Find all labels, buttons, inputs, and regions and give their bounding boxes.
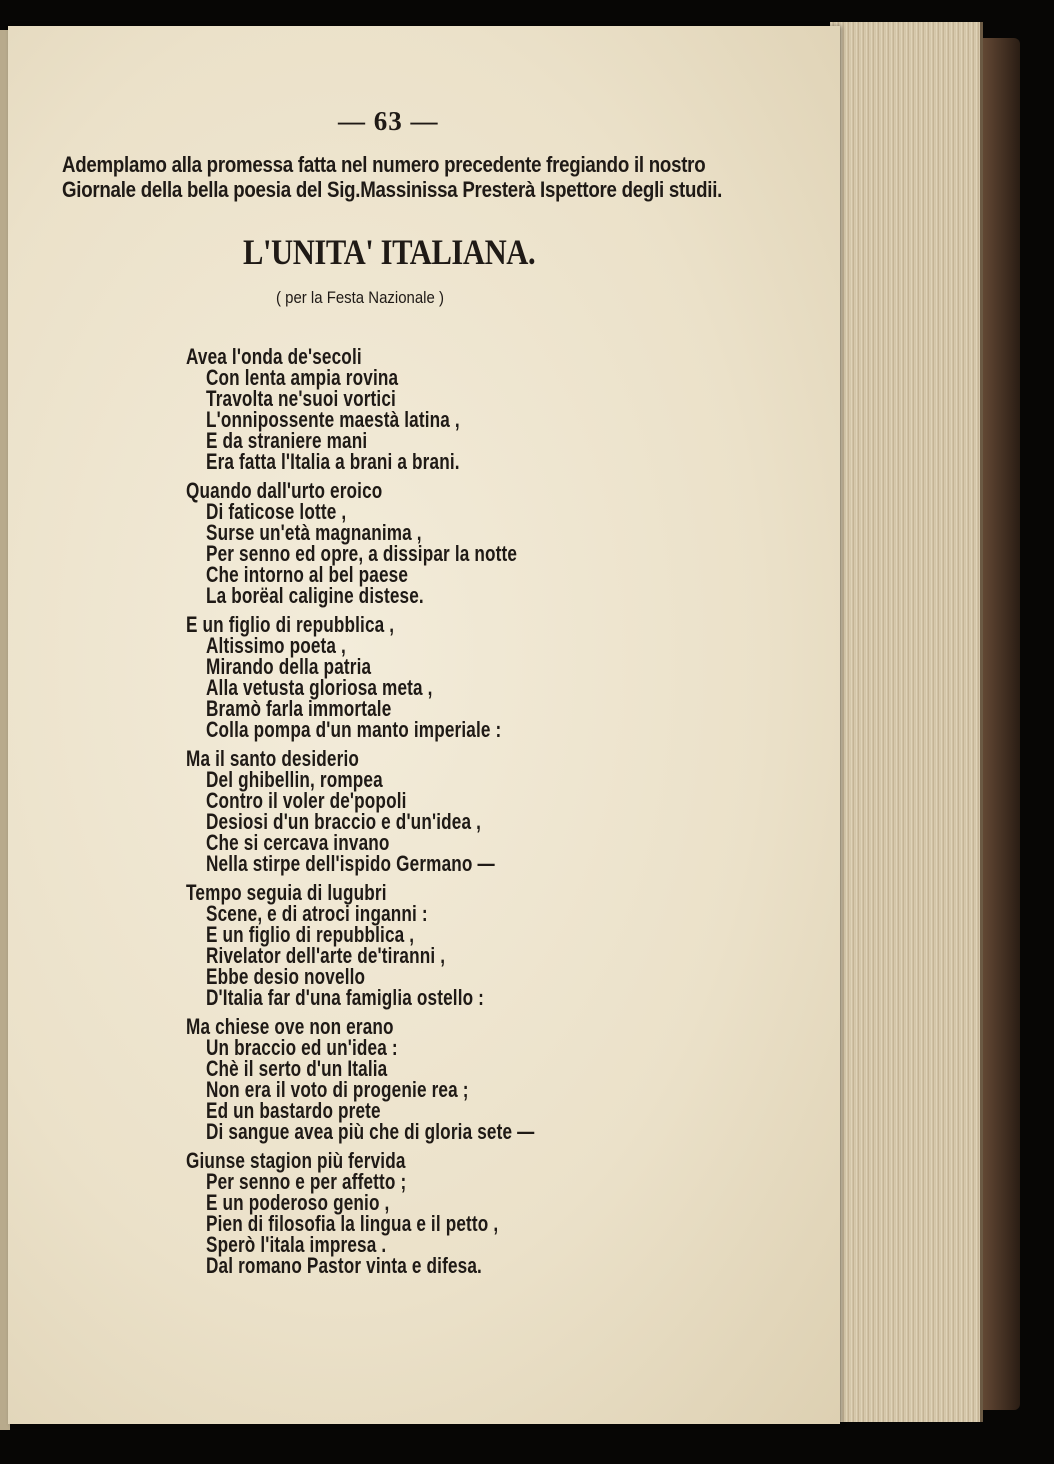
verse-line: Non era il voto di progenie rea ; xyxy=(206,1077,469,1102)
verse-line: Alla vetusta gloriosa meta , xyxy=(206,675,433,700)
verse-line: Era fatta l'Italia a brani a brani. xyxy=(206,449,460,474)
verse-line: Di sangue avea più che di gloria sete — xyxy=(206,1119,535,1144)
verse-line: Scene, e di atroci inganni : xyxy=(206,901,428,926)
verse-line: Contro il voler de'popoli xyxy=(206,788,407,813)
verse-line: Che intorno al bel paese xyxy=(206,562,409,587)
page-number: — 63 — xyxy=(338,106,439,136)
verse-line: Ma il santo desiderio xyxy=(186,746,360,771)
verse-line: Giunse stagion più fervida xyxy=(186,1148,406,1173)
verse-line: Un braccio ed un'idea : xyxy=(206,1035,398,1060)
verse-line: Avea l'onda de'secoli xyxy=(186,344,362,369)
verse-line: Con lenta ampia rovina xyxy=(206,365,399,390)
verse-line: L'onnipossente maestà latina , xyxy=(206,407,460,432)
verse-line: E un poderoso genio , xyxy=(206,1190,390,1215)
verse-line: E da straniere mani xyxy=(206,428,368,453)
verse-line: Surse un'età magnanima , xyxy=(206,520,422,545)
verse-line: Chè il serto d'un Italia xyxy=(206,1056,388,1081)
verse-line: Per senno e per affetto ; xyxy=(206,1169,407,1194)
verse-line: Rivelator dell'arte de'tiranni , xyxy=(206,943,446,968)
verse-line: La borëal caligine distese. xyxy=(206,583,424,608)
verse-line: Travolta ne'suoi vortici xyxy=(206,386,396,411)
verse-line: Tempo seguia di lugubri xyxy=(186,880,387,905)
verse-line: Colla pompa d'un manto imperiale : xyxy=(206,717,502,742)
verse-line: E un figlio di repubblica , xyxy=(186,612,395,637)
verse-line: Di faticose lotte , xyxy=(206,499,347,524)
verse-line: Desiosi d'un braccio e d'un'idea , xyxy=(206,809,482,834)
verse-line: E un figlio di repubblica , xyxy=(206,922,415,947)
verse-line: Mirando della patria xyxy=(206,654,372,679)
poem-subtitle: ( per la Festa Nazionale ) xyxy=(276,288,444,307)
verse-line: D'Italia far d'una famiglia ostello : xyxy=(206,985,485,1010)
intro-line: Giornale della bella poesia del Sig.Massinissa Presterà Ispettore degli studii. xyxy=(62,177,723,202)
verse-line: Nella stirpe dell'ispido Germano — xyxy=(206,851,495,876)
verse-line: Ed un bastardo prete xyxy=(206,1098,381,1123)
verse-line: Quando dall'urto eroico xyxy=(186,478,383,503)
verse-line: Pien di filosofia la lingua e il petto , xyxy=(206,1211,499,1236)
verse-line: Ebbe desio novello xyxy=(206,964,366,989)
verse-line: Che si cercava invano xyxy=(206,830,390,855)
verse-line: Per senno ed opre, a dissipar la notte xyxy=(206,541,518,566)
verse-line: Bramò farla immortale xyxy=(206,696,392,721)
verse-line: Ma chiese ove non erano xyxy=(186,1014,394,1039)
poem-title: L'UNITA' ITALIANA. xyxy=(243,232,536,272)
verse-line: Del ghibellin, rompea xyxy=(206,767,383,792)
book-page xyxy=(8,26,840,1424)
verse-line: Sperò l'itala impresa . xyxy=(206,1232,387,1257)
verse-line: Dal romano Pastor vinta e difesa. xyxy=(206,1253,482,1278)
verse-line: Altissimo poeta , xyxy=(206,633,346,658)
page-edges xyxy=(830,22,983,1422)
intro-line: Ademplamo alla promessa fatta nel numero precedente fregiando il nostro xyxy=(62,152,706,177)
